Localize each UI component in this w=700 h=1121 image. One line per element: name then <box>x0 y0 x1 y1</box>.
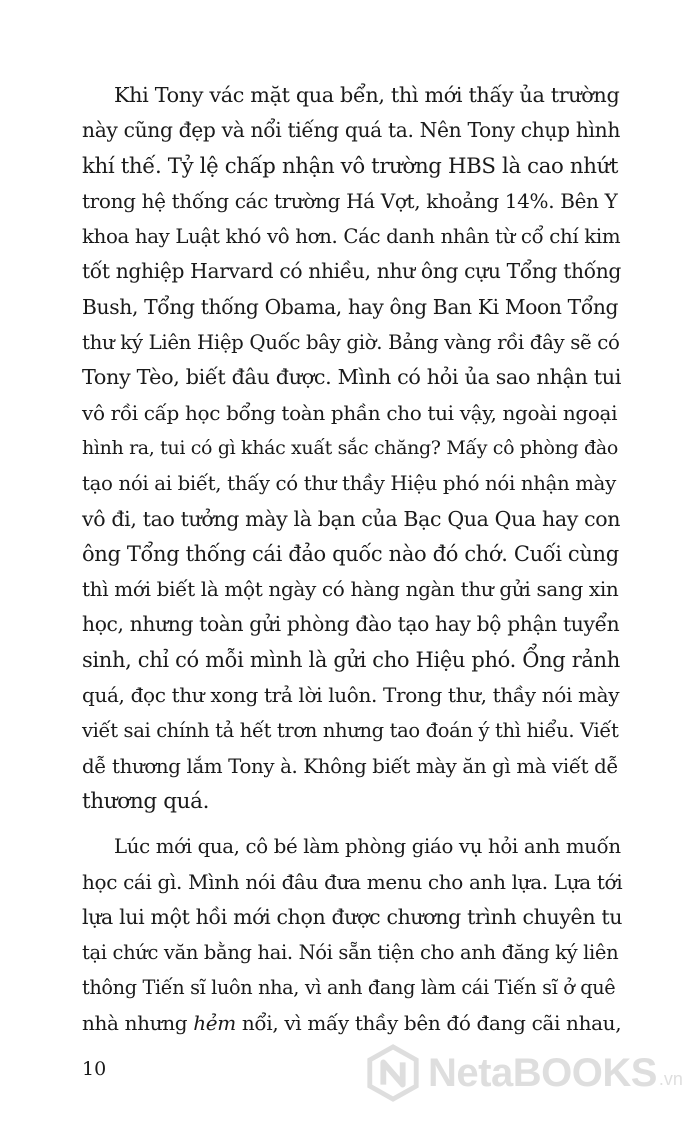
italic-word: hẻm <box>193 1010 236 1035</box>
text-run: nhà nhưng <box>82 1010 194 1035</box>
paragraph-2 <box>82 829 622 1041</box>
text-line: tạo nói ai biết, thấy có thư thầy Hiệu phó nói nhận mày <box>82 472 616 496</box>
netabooks-logo-icon <box>364 1044 422 1102</box>
body-text <box>82 78 622 1041</box>
text-line: Tony Tèo, biết đâu được. Mình có hỏi ủa sao nhận tui <box>82 365 622 390</box>
text-line: khoa hay Luật khó vô hơn. Các danh nhân từ cổ chí kim <box>82 225 621 249</box>
text-line: sinh, chỉ có mỗi mình là gửi cho Hiệu phó. Ổng rảnh <box>82 647 620 672</box>
text-line: Lúc mới qua, cô bé làm phòng giáo vụ hỏi anh muốn <box>114 835 621 859</box>
text-line: thương quá. <box>82 788 210 814</box>
watermark <box>364 1043 684 1103</box>
paragraph-1 <box>82 78 622 819</box>
text-line: thư ký Liên Hiệp Quốc bây giờ. Bảng vàng rồi đây sẽ có <box>82 331 620 355</box>
text-line: ông Tổng thống cái đảo quốc nào đó chớ. Cuối cùng <box>82 541 619 566</box>
text-line: vô rồi cấp học bổng toàn phần cho tui vậy, ngoài ngoại <box>82 400 618 425</box>
page-number: 10 <box>82 1058 107 1080</box>
text-line: học, nhưng toàn gửi phòng đào tạo hay bộ phận tuyển <box>82 612 620 637</box>
text-line: dễ thương lắm Tony à. Không biết mày ăn gì mà viết dễ <box>82 754 619 778</box>
text-run: nổi, vì mấy thầy bên đó đang cãi nhau, <box>235 1010 622 1035</box>
text-line: học cái gì. Mình nói đâu đưa menu cho anh lựa. Lựa tới <box>82 869 623 894</box>
text-line: trong hệ thống các trường Há Vợt, khoảng 14%. Bên Y <box>82 188 618 213</box>
text-line: hình ra, tui có gì khác xuất sắc chăng? Mấy cô phòng đào <box>82 436 618 459</box>
text-line: tại chức văn bằng hai. Nói sẵn tiện cho anh đăng ký liên <box>82 941 619 965</box>
text-line: viết sai chính tả hết trơn nhưng tao đoán ý thì hiểu. Viết <box>82 719 619 743</box>
text-line: quá, đọc thư xong trả lời luôn. Trong thư, thầy nói mày <box>82 683 620 708</box>
text-line: thì mới biết là một ngày có hàng ngàn thư gửi sang xin <box>82 577 619 602</box>
text-line: Khi Tony vác mặt qua bển, thì mới thấy ủa trường <box>114 83 620 107</box>
watermark-domain: .vn <box>658 1069 683 1089</box>
watermark-brand: NetaBOOKS <box>428 1050 657 1095</box>
text-line: khí thế. Tỷ lệ chấp nhận vô trường HBS là cao nhứt <box>82 153 619 179</box>
text-line: thông Tiến sĩ luôn nha, vì anh đang làm cái Tiến sĩ ở quê <box>82 976 616 1000</box>
text-line: vô đi, tao tưởng mày là bạn của Bạc Qua Qua hay con <box>82 506 621 531</box>
text-line-with-emphasis <box>82 1006 622 1041</box>
text-line: Bush, Tổng thống Obama, hay ông Ban Ki Moon Tổng <box>82 294 619 319</box>
text-line: này cũng đẹp và nổi tiếng quá ta. Nên Tony chụp hình <box>82 118 621 143</box>
text-line: tốt nghiệp Harvard có nhiều, như ông cựu Tổng thống <box>82 259 622 284</box>
text-line: lựa lui một hồi mới chọn được chương trình chuyên tu <box>82 904 623 929</box>
